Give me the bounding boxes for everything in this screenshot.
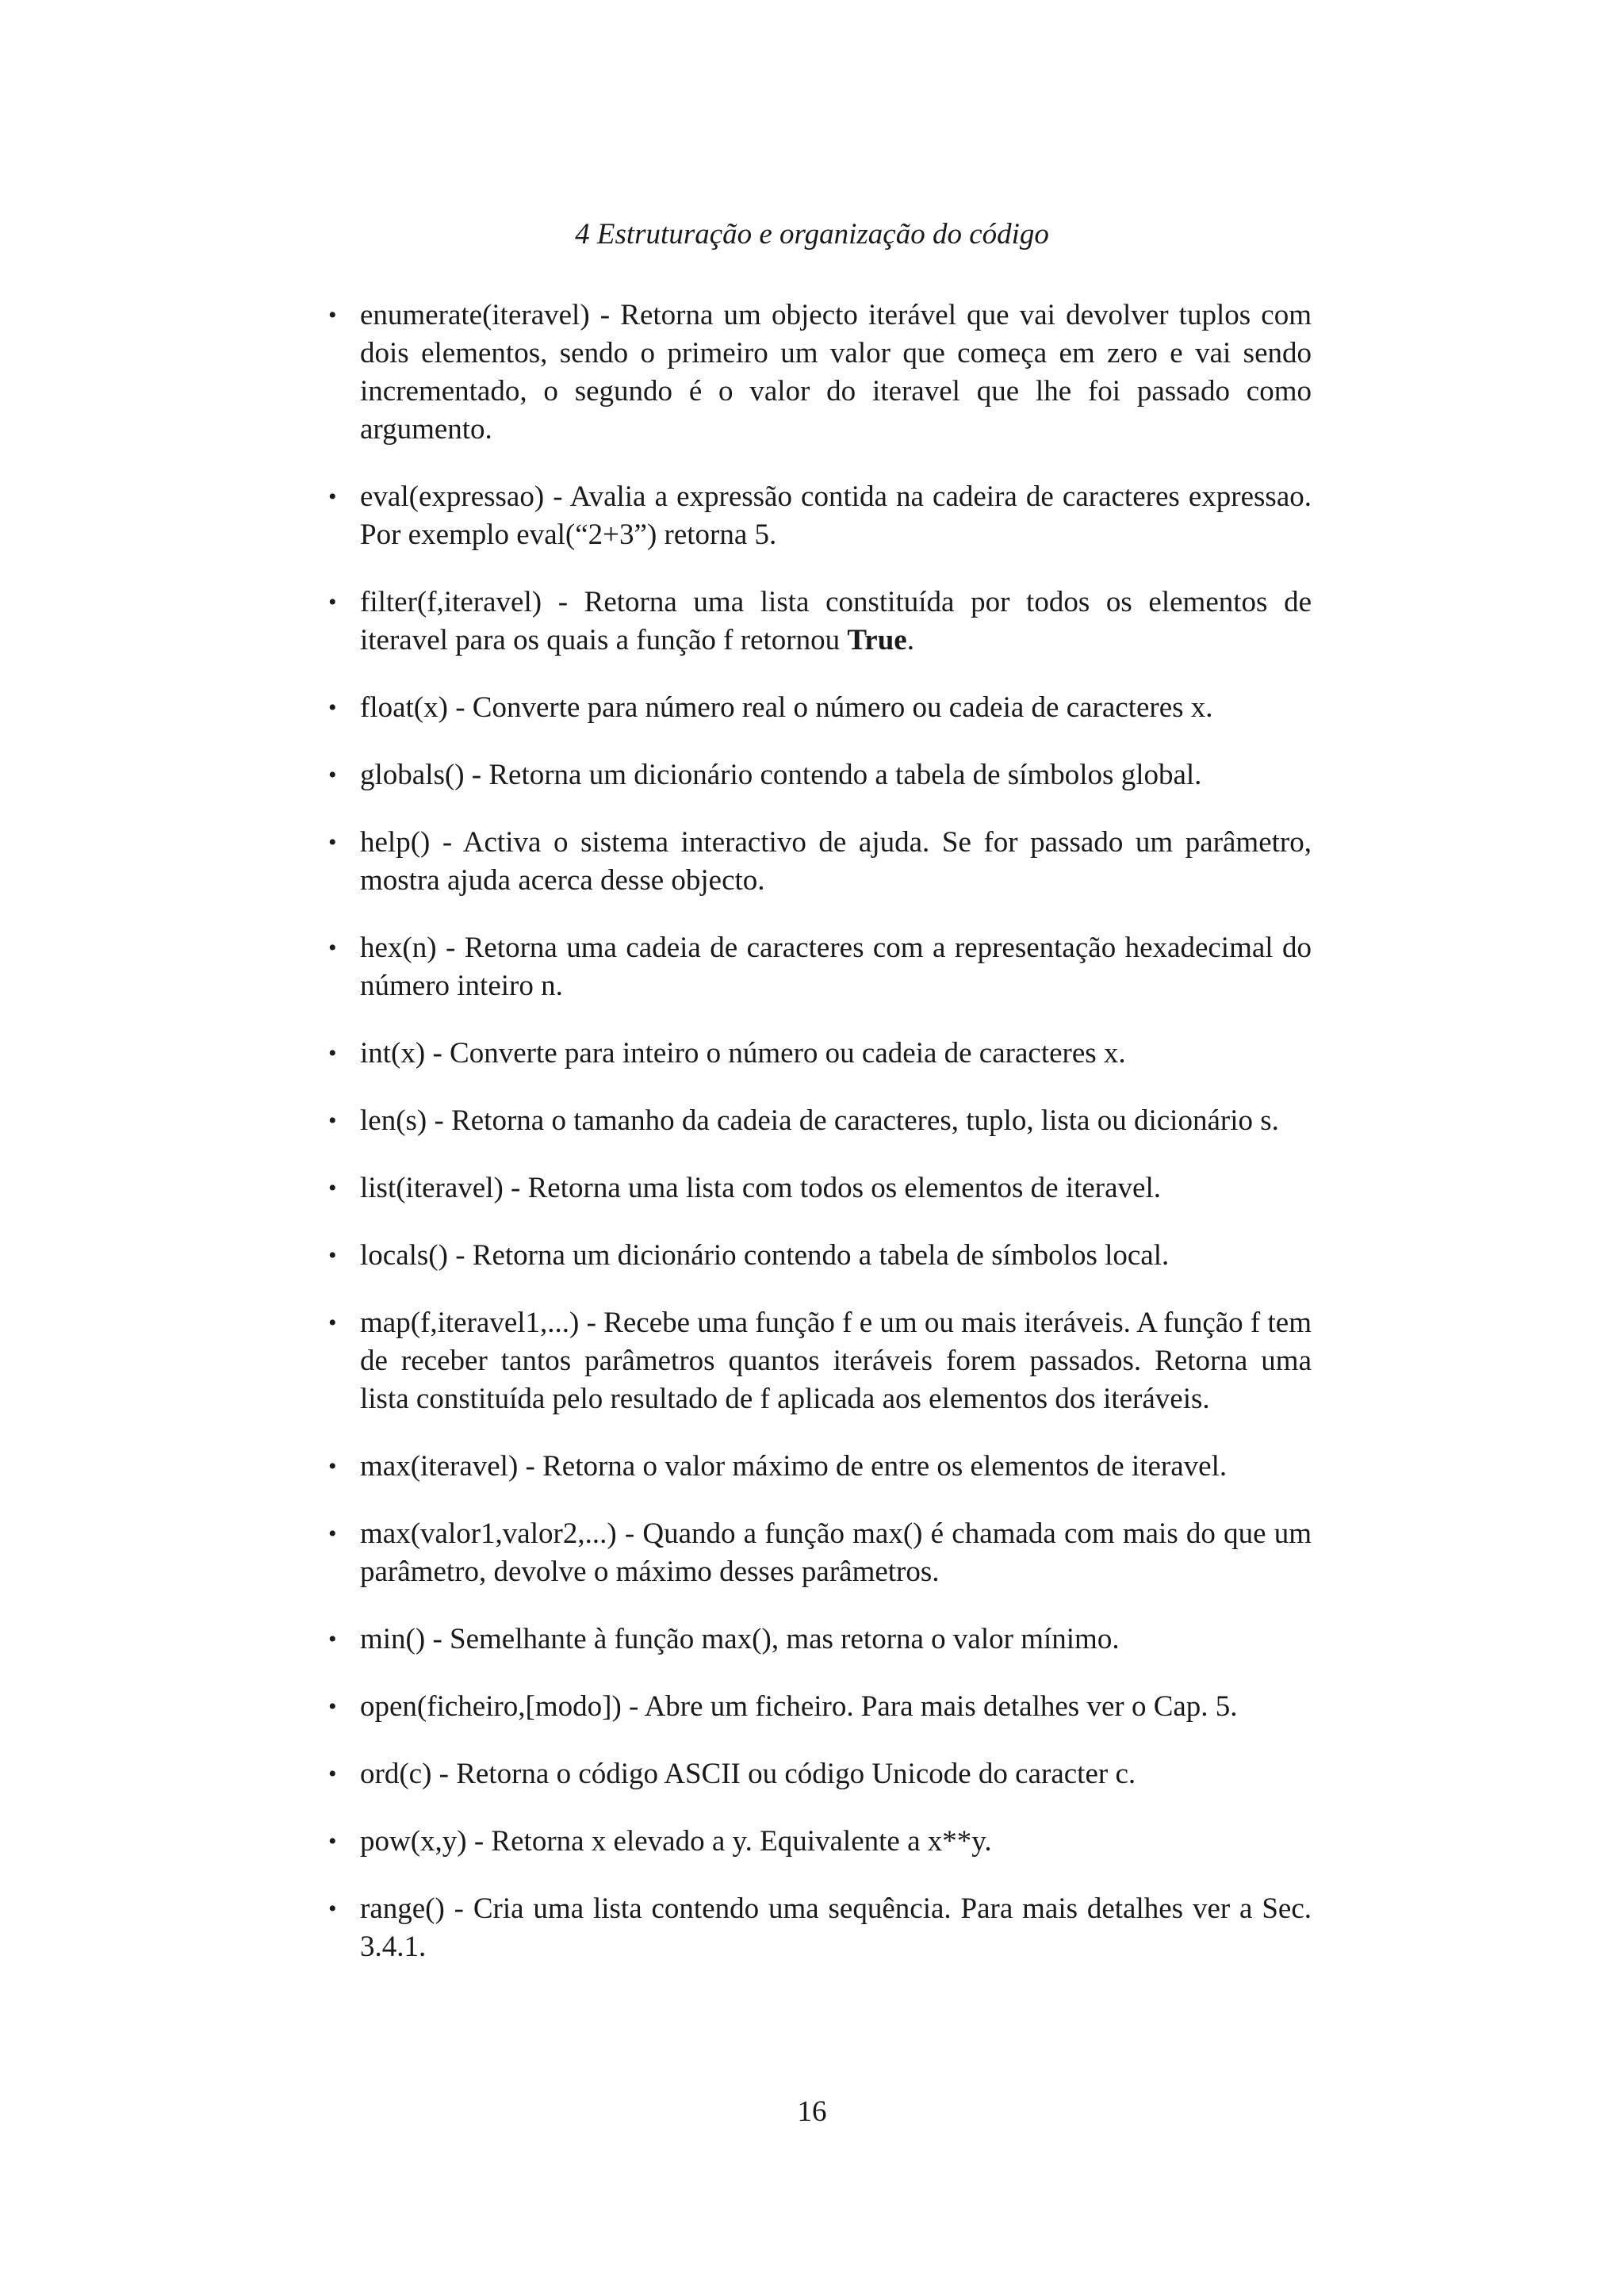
item-text: min() - Semelhante à função max(), mas retorna o valor mínimo. xyxy=(360,1623,1120,1655)
page-number: 16 xyxy=(797,2095,827,2128)
list-item xyxy=(328,1035,1312,1073)
list-item xyxy=(328,1448,1312,1486)
item-text: hex(n) - Retorna uma cadeia de caracteres com a representação hexadecimal do número inteiro n. xyxy=(360,932,1312,1002)
bullet-icon: • xyxy=(328,1521,337,1547)
bullet-icon: • xyxy=(328,1175,337,1201)
list-item xyxy=(328,1755,1312,1793)
list-item xyxy=(328,1237,1312,1275)
item-text: map(f,iteravel1,...) - Recebe uma função f e um ou mais iteráveis. A função f tem de receber tantos parâmetros quantos iteráveis forem passados. Retorna uma lista constituída pelo resultado de f aplicada aos elementos dos iteráveis. xyxy=(360,1307,1312,1415)
bullet-icon: • xyxy=(328,1310,337,1336)
bullet-icon: • xyxy=(328,1626,337,1652)
running-header: 4 Estruturação e organização do código xyxy=(575,218,1049,251)
item-text: list(iteravel) - Retorna uma lista com todos os elementos de iteravel. xyxy=(360,1172,1162,1204)
bullet-icon: • xyxy=(328,1693,337,1720)
list-item xyxy=(328,1515,1312,1591)
item-text: filter(f,iteravel) - Retorna uma lista constituída por todos os elementos de iteravel para os quais a função f retornou xyxy=(360,586,1312,656)
bullet-icon: • xyxy=(328,1242,337,1269)
list-item xyxy=(328,1102,1312,1140)
bullet-icon: • xyxy=(328,1453,337,1479)
bullet-icon: • xyxy=(328,829,337,855)
item-text: range() - Cria uma lista contendo uma sequência. Para mais detalhes ver a Sec. 3.4.1. xyxy=(360,1892,1312,1963)
item-text: int(x) - Converte para inteiro o número ou cadeia de caracteres x. xyxy=(360,1037,1126,1070)
bullet-icon: • xyxy=(328,1828,337,1854)
item-text: ord(c) - Retorna o código ASCII ou código Unicode do caracter c. xyxy=(360,1758,1136,1790)
item-text: eval(expressao) - Avalia a expressão contida na cadeira de caracteres expressao. Por exemplo eval(“2+3”) retorna 5. xyxy=(360,480,1312,551)
list-item xyxy=(328,478,1312,554)
item-bold-term: True xyxy=(847,624,907,656)
item-text: open(ficheiro,[modo]) - Abre um ficheiro. Para mais detalhes ver o Cap. 5. xyxy=(360,1690,1238,1723)
bullet-icon: • xyxy=(328,762,337,788)
list-item xyxy=(328,824,1312,900)
list-item xyxy=(328,297,1312,449)
bullet-icon: • xyxy=(328,1896,337,1922)
bullet-icon: • xyxy=(328,1761,337,1787)
bullet-icon: • xyxy=(328,1040,337,1066)
item-text: help() - Activa o sistema interactivo de ajuda. Se for passado um parâmetro, mostra ajuda acerca desse objecto. xyxy=(360,826,1312,897)
bullet-icon: • xyxy=(328,484,337,510)
item-text: locals() - Retorna um dicionário contendo a tabela de símbolos local. xyxy=(360,1239,1170,1272)
item-text: pow(x,y) - Retorna x elevado a y. Equivalente a x**y. xyxy=(360,1825,992,1858)
item-text: max(valor1,valor2,...) - Quando a função max() é chamada com mais do que um parâmetro, devolve o máximo desses parâmetros. xyxy=(360,1517,1312,1588)
list-item xyxy=(328,1304,1312,1418)
item-text: globals() - Retorna um dicionário contendo a tabela de símbolos global. xyxy=(360,759,1202,791)
bullet-icon: • xyxy=(328,695,337,721)
list-item xyxy=(328,1890,1312,1966)
item-text: max(iteravel) - Retorna o valor máximo de entre os elementos de iteravel. xyxy=(360,1450,1228,1483)
bullet-icon: • xyxy=(328,1108,337,1134)
page-body xyxy=(328,297,1312,1996)
list-item xyxy=(328,929,1312,1005)
item-text-after: . xyxy=(906,624,914,656)
item-text: len(s) - Retorna o tamanho da cadeia de caracteres, tuplo, lista ou dicionário s. xyxy=(360,1104,1279,1137)
list-item xyxy=(328,756,1312,794)
bullet-icon: • xyxy=(328,302,337,328)
list-item xyxy=(328,689,1312,727)
bullet-icon: • xyxy=(328,935,337,961)
item-text: float(x) - Converte para número real o número ou cadeia de caracteres x. xyxy=(360,691,1213,724)
bullet-icon: • xyxy=(328,589,337,615)
list-item xyxy=(328,584,1312,660)
list-item xyxy=(328,1823,1312,1861)
list-item xyxy=(328,1169,1312,1207)
item-text: enumerate(iteravel) - Retorna um objecto iterável que vai devolver tuplos com dois elementos, sendo o primeiro um valor que começa em zero e vai sendo incrementado, o segundo é o valor do iteravel que lhe foi passado como argumento. xyxy=(360,299,1312,446)
list-item xyxy=(328,1688,1312,1726)
function-list xyxy=(328,297,1312,1966)
list-item xyxy=(328,1621,1312,1659)
